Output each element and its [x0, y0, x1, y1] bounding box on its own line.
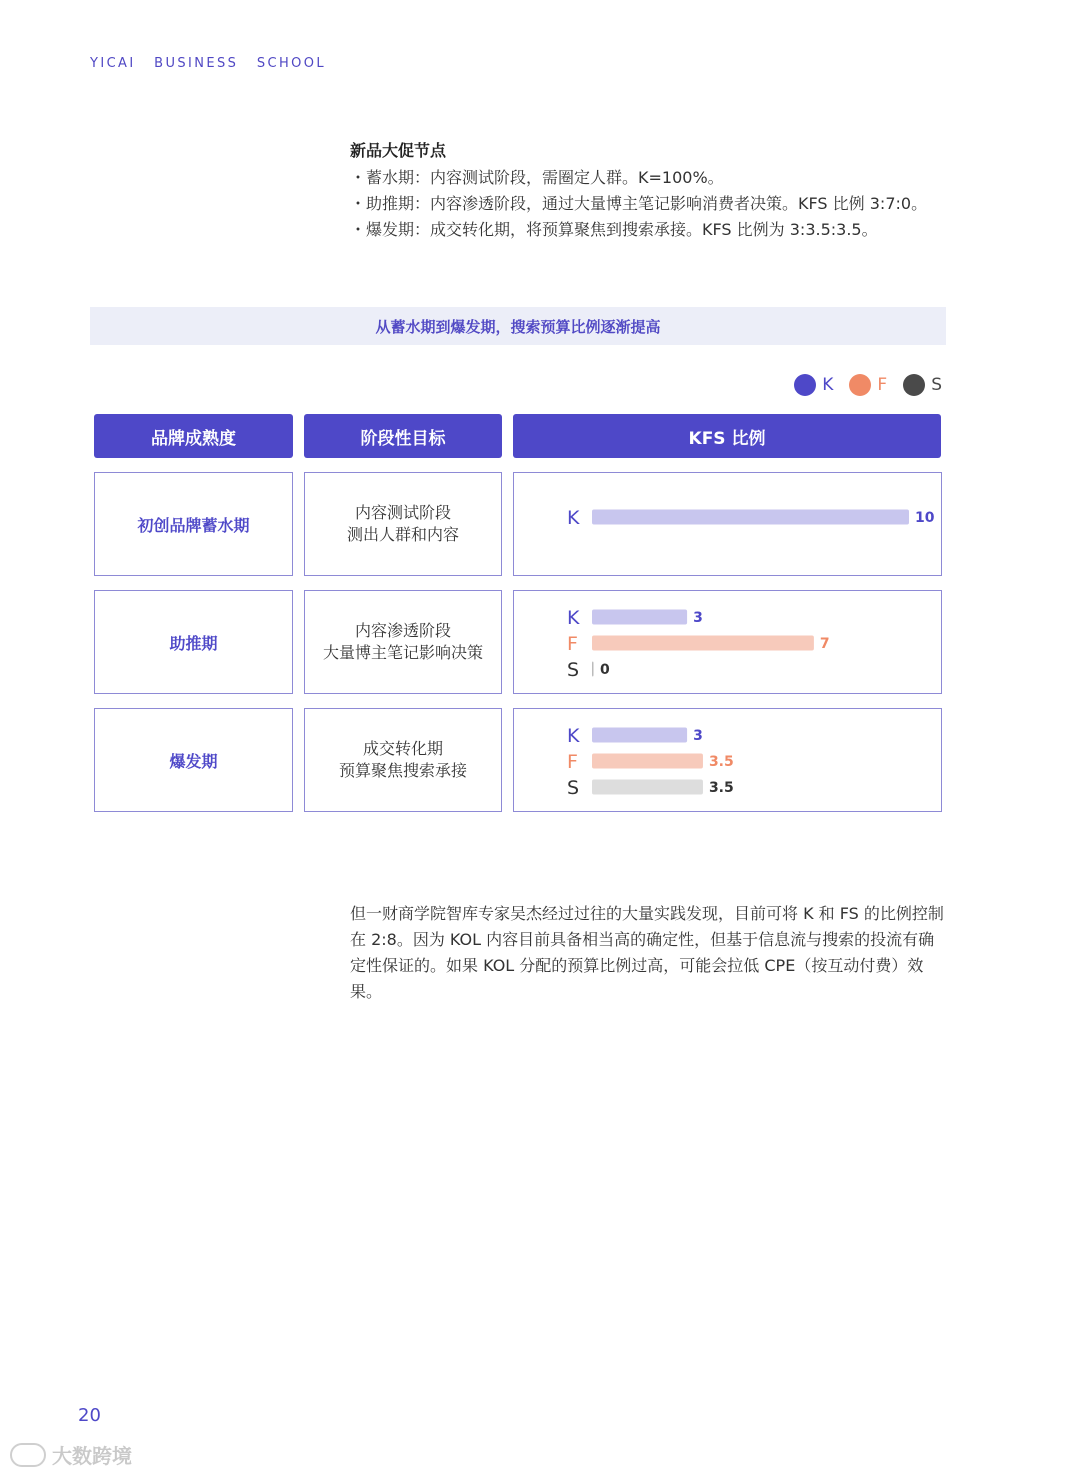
bar-k [592, 610, 687, 625]
kfs-chart-cell [513, 472, 942, 576]
intro-item: ・爆发期：成交转化期，将预算聚焦到搜索承接。KFS 比例为 3:3.5:3.5。 [350, 220, 878, 239]
data-label-k: 10 [915, 510, 935, 526]
header-brand-maturity: 品牌成熟度 [94, 414, 293, 458]
header-stage-goal: 阶段性目标 [304, 414, 502, 458]
watermark [10, 1440, 132, 1469]
legend-dot-f [849, 374, 871, 396]
goal-cell [304, 472, 502, 576]
intro-title: 新品大促节点 [350, 141, 447, 160]
category-label-f: F [567, 751, 578, 773]
legend-item-k [794, 374, 833, 396]
category-label-s: S [567, 777, 580, 799]
category-label-k: K [567, 507, 580, 529]
goal-line: 大量博主笔记影响决策 [322, 643, 483, 662]
watermark-text: 大数跨境 [52, 1444, 132, 1468]
legend-item-s [903, 374, 942, 396]
bar-s [592, 780, 703, 795]
category-label-k: K [567, 725, 580, 747]
maturity-label: 初创品牌蓄水期 [137, 515, 250, 535]
page-number: 20 [78, 1405, 101, 1426]
kfs-bar-chart [514, 591, 940, 692]
data-label-s: 3.5 [708, 780, 734, 796]
legend-label-f: F [877, 375, 888, 395]
intro-item: ・助推期：内容渗透阶段，通过大量博主笔记影响消费者决策。KFS 比例 3:7:0。 [350, 194, 928, 213]
maturity-cell [94, 590, 293, 694]
brand-word: BUSINESS [154, 56, 239, 71]
goal-cell [304, 708, 502, 812]
bar-f [592, 754, 703, 769]
data-label-k: 3 [693, 610, 703, 626]
maturity-label: 助推期 [169, 633, 218, 653]
bar-s [592, 662, 594, 677]
header-kfs-ratio: KFS 比例 [513, 414, 941, 458]
kfs-chart-cell [513, 590, 942, 694]
bar-k [592, 728, 687, 743]
data-label-s: 0 [600, 662, 610, 678]
banner-title: 从蓄水期到爆发期，搜索预算比例逐渐提高 [375, 317, 661, 336]
chart-legend [778, 374, 942, 396]
goal-cell [304, 590, 502, 694]
maturity-cell [94, 472, 293, 576]
legend-label-k: K [822, 375, 834, 395]
bar-k [592, 510, 909, 525]
legend-label-s: S [931, 375, 942, 395]
data-label-f: 3.5 [708, 754, 734, 770]
bar-f [592, 636, 814, 651]
body-paragraph: 但一财商学院智库专家吴杰经过过往的大量实践发现，目前可将 K 和 FS 的比例控制在 2:8。因为 KOL 内容目前具备相当高的确定性，但基于信息流与搜索的投流有确定性保证的。如果 KOL 分配的预算比例过高，可能会拉低 CPE（按互动付费）效果。 [350, 904, 944, 1001]
goal-line: 内容渗透阶段 [354, 621, 451, 640]
legend-item-f [849, 374, 887, 396]
category-label-k: K [567, 607, 580, 629]
goal-line: 成交转化期 [362, 739, 443, 758]
kfs-bar-chart [514, 473, 940, 574]
maturity-cell [94, 708, 293, 812]
kfs-chart-cell [513, 708, 942, 812]
maturity-label: 爆发期 [169, 751, 218, 771]
brand-word: SCHOOL [256, 56, 327, 71]
kfs-bar-chart [514, 709, 940, 810]
intro-item: ・蓄水期：内容测试阶段，需圈定人群。K=100%。 [350, 168, 724, 187]
category-label-s: S [567, 659, 580, 681]
brand-word: YICAI [90, 56, 136, 71]
goal-line: 测出人群和内容 [346, 525, 459, 544]
data-label-f: 7 [819, 636, 830, 652]
watermark-logo-icon [10, 1443, 46, 1467]
data-label-k: 3 [693, 728, 703, 744]
goal-line: 内容测试阶段 [354, 503, 451, 522]
category-label-f: F [567, 633, 578, 655]
section-banner [90, 307, 946, 345]
brand-header [90, 56, 338, 71]
intro-section [350, 140, 990, 243]
legend-dot-s [903, 374, 925, 396]
goal-line: 预算聚焦搜索承接 [338, 761, 467, 780]
legend-dot-k [794, 374, 816, 396]
